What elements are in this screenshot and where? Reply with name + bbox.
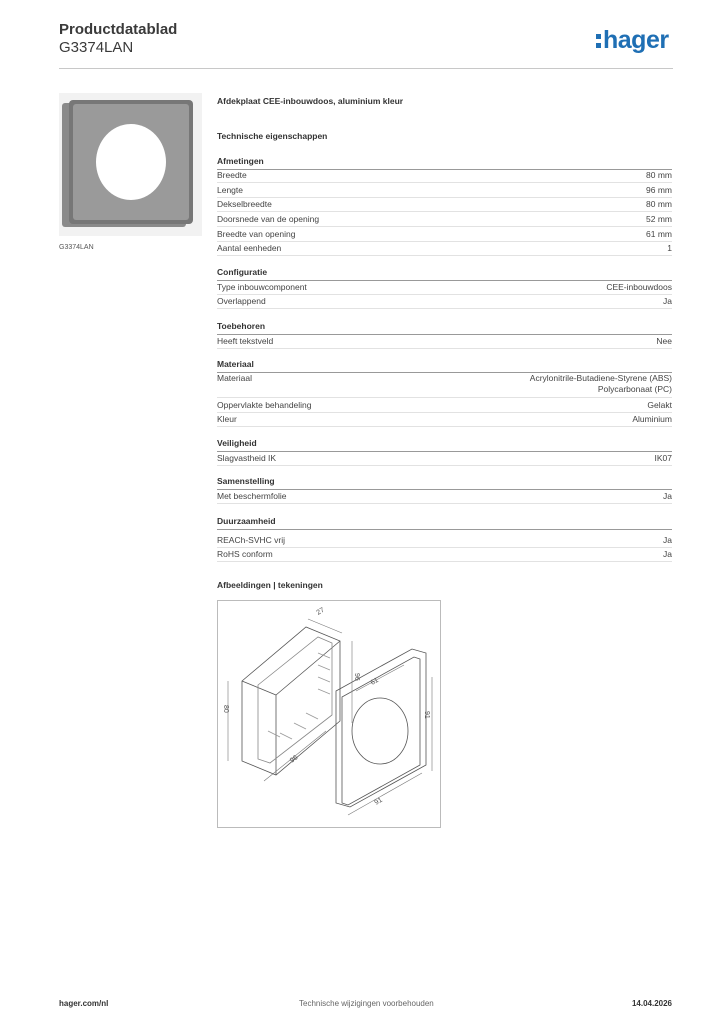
image-caption: G3374LAN: [59, 244, 94, 251]
section-title-safety: Veiligheid: [217, 438, 672, 452]
section-title-accessories: Toebehoren: [217, 321, 672, 335]
footer-notice: Technische wijzigingen voorbehouden: [299, 999, 434, 1008]
spec-value: Aluminium: [632, 414, 672, 424]
dim-label: 91: [423, 711, 430, 719]
spec-label: Oppervlakte behandeling: [217, 400, 312, 410]
spec-label: Breedte: [217, 170, 247, 180]
spec-label: Kleur: [217, 414, 237, 424]
spec-value: Nee: [656, 336, 672, 346]
dim-label: 61: [369, 676, 380, 687]
dim-label: 80: [222, 705, 229, 713]
header-divider: [59, 68, 673, 69]
spec-row: [217, 490, 672, 504]
spec-value: 1: [667, 243, 672, 253]
section-title-dimensions: Afmetingen: [217, 156, 672, 170]
cover-plate-icon: [59, 93, 202, 236]
footer-date: 14.04.2026: [631, 999, 672, 1008]
spec-value: 52 mm: [646, 214, 672, 224]
spec-value: 80 mm: [646, 199, 672, 209]
spec-value: Polycarbonaat (PC): [597, 384, 672, 394]
spec-row: [217, 399, 672, 413]
spec-row: [217, 242, 672, 256]
spec-row: [217, 548, 672, 562]
section-title-configuration: Configuratie: [217, 267, 672, 281]
spec-label: Materiaal: [217, 373, 252, 383]
spec-value: Ja: [663, 549, 672, 559]
spec-row: [217, 534, 672, 548]
dim-label: 96: [288, 754, 300, 765]
spec-value-multi: [530, 373, 672, 397]
spec-label: Breedte van opening: [217, 229, 296, 239]
spec-row: [217, 213, 672, 227]
spec-label: Doorsnede van de opening: [217, 214, 320, 224]
spec-row: [217, 281, 672, 295]
logo-dots-icon: [596, 32, 601, 49]
spec-label: REACh-SVHC vrij: [217, 535, 286, 545]
dim-label: 96: [353, 673, 360, 681]
tech-heading: Technische eigenschappen: [217, 131, 328, 141]
spec-label: Aantal eenheden: [217, 243, 282, 253]
hager-logo: [596, 26, 669, 55]
spec-value: Ja: [663, 491, 672, 501]
spec-row: [217, 452, 672, 466]
section-title-material: Materiaal: [217, 359, 672, 373]
spec-value: CEE-inbouwdoos: [606, 282, 672, 292]
drawings-heading: Afbeeldingen | tekeningen: [217, 580, 323, 590]
spec-row: [217, 184, 672, 198]
spec-value: 61 mm: [646, 229, 672, 239]
spec-value: 96 mm: [646, 185, 672, 195]
technical-drawing: [217, 600, 441, 828]
spec-label: Overlappend: [217, 296, 266, 306]
page-title: Productdatablad: [59, 21, 178, 38]
section-title-composition: Samenstelling: [217, 476, 672, 490]
spec-value: Ja: [663, 296, 672, 306]
logo-text: hager: [603, 26, 669, 54]
product-image: [59, 93, 202, 236]
spec-row: [217, 169, 672, 183]
dim-label: 91: [373, 796, 384, 807]
spec-label: Heeft tekstveld: [217, 336, 274, 346]
spec-value: Ja: [663, 535, 672, 545]
product-name: Afdekplaat CEE-inbouwdoos, aluminium kleur: [217, 96, 404, 106]
spec-label: Lengte: [217, 185, 243, 195]
spec-label: Met beschermfolie: [217, 491, 287, 501]
spec-value: IK07: [654, 453, 672, 463]
spec-label: Dekselbreedte: [217, 199, 272, 209]
dimension-drawing-icon: [218, 601, 440, 827]
footer-website[interactable]: hager.com/nl: [59, 999, 109, 1008]
spec-value: Acrylonitrile-Butadiene-Styrene (ABS): [529, 373, 672, 383]
spec-row: [217, 198, 672, 212]
spec-row: [217, 373, 672, 398]
dim-label: 27: [315, 606, 326, 617]
spec-row: [217, 228, 672, 242]
spec-row: [217, 413, 672, 427]
spec-value: Gelakt: [647, 400, 672, 410]
spec-value: 80 mm: [646, 170, 672, 180]
spec-row: [217, 295, 672, 309]
spec-label: Type inbouwcomponent: [217, 282, 307, 292]
spec-row: [217, 335, 672, 349]
section-title-sustainability: Duurzaamheid: [217, 516, 672, 530]
spec-label: Slagvastheid IK: [217, 453, 277, 463]
product-code: G3374LAN: [59, 39, 134, 56]
spec-label: RoHS conform: [217, 549, 273, 559]
